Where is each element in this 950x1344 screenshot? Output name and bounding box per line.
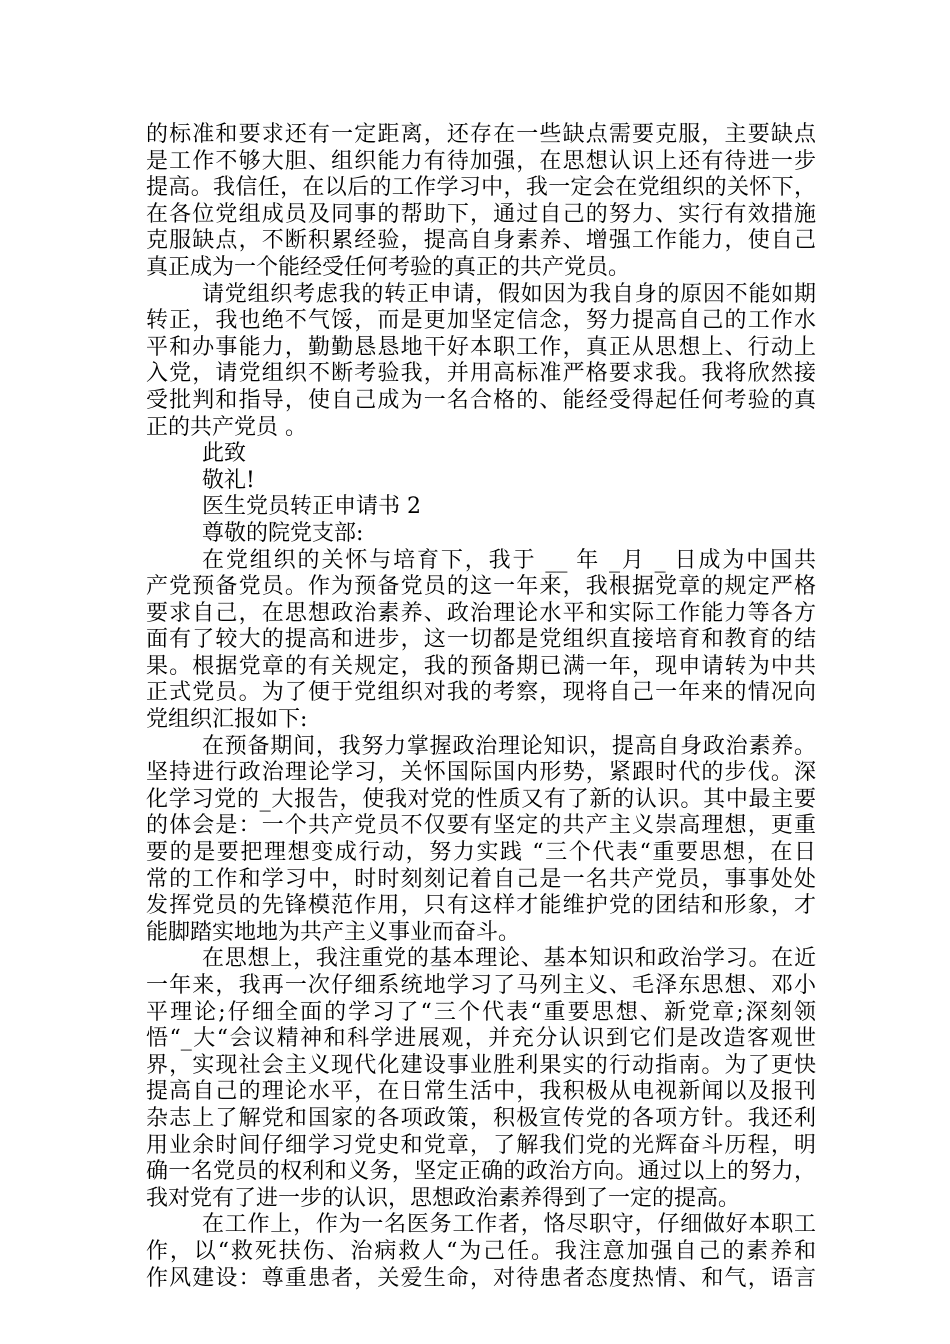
text-line: 此致 <box>202 441 247 467</box>
text-line: 坚持进行政治理论学习，关怀国际国内形势，紧跟时代的步伐。深 <box>146 760 816 786</box>
text-line: 在工作上，作为一名医务工作者，恪尽职守，仔细做好本职工 <box>202 1212 816 1238</box>
text-line: 请党组织考虑我的转正申请，假如因为我自身的原因不能如期 <box>202 281 816 307</box>
text-line: 发挥党员的先锋模范作用，只有这样才能维护党的团结和形象，才 <box>146 893 816 919</box>
text-line: 是工作不够大胆、组织能力有待加强，在思想认识上还有待进一步 <box>146 148 816 174</box>
text-line: 受批判和指导，使自己成为一名合格的、能经受得起任何考验的真 <box>146 387 816 413</box>
text-line: 尊敬的院党支部: <box>202 520 364 546</box>
text-line: 悟“_大“会议精神和科学进展观，并充分认识到它们是改造客观世 <box>146 1026 816 1052</box>
text-line: 要的是要把理想变成行动，努力实践 “三个代表“重要思想，在日 <box>146 840 816 866</box>
text-line: 一年来，我再一次仔细系统地学习了马列主义、毛泽东思想、邓小 <box>146 973 816 998</box>
text-line: 党组织汇报如下: <box>146 707 308 733</box>
text-line: 提高自己的理论水平，在日常生活中，我积极从电视新闻以及报刊 <box>146 1079 816 1105</box>
text-line: 真正成为一个能经受任何考验的真正的共产党员。 <box>146 254 631 280</box>
text-line: 作，以“救死扶伤、治病救人“为己任。我注意加强自己的素养和 <box>146 1238 816 1264</box>
text-line: 能脚踏实地地为共产主义事业而奋斗。 <box>146 919 521 945</box>
text-line: 面有了较大的提高和进步，这一切都是党组织直接培育和教育的结 <box>146 627 816 653</box>
text-line: 克服缺点，不断积累经验，提高自身素养、增强工作能力，使自己 <box>146 228 816 254</box>
text-line: 正式党员。为了便于党组织对我的考察，现将自己一年来的情况向 <box>146 680 816 706</box>
text-line: 我对党有了进一步的认识，思想政治素养得到了一定的提高。 <box>146 1185 741 1211</box>
text-line: 杂志上了解党和国家的各项政策，积极宣传党的各项方针。我还利 <box>146 1105 816 1131</box>
text-line: 作风建设：尊重患者，关爱生命，对待患者态度热情、和气，语言 <box>146 1265 816 1291</box>
text-line: 的体会是：一个共产党员不仅要有坚定的共产主义崇高理想，更重 <box>146 813 816 839</box>
text-line: 正的共产党员 。 <box>146 414 307 440</box>
text-line: 确一名党员的权利和义务，坚定正确的政治方向。通过以上的努力， <box>146 1159 816 1185</box>
text-line: 平和办事能力，勤勤恳恳地干好本职工作，真正从思想上、行动上 <box>146 334 816 360</box>
text-line: 敬礼! <box>202 467 255 493</box>
text-line: 在思想上，我注重党的基本理论、基本知识和政治学习。在近 <box>202 946 816 972</box>
text-line: 在党组织的关怀与培育下，我于 __ 年 _月 _ 日成为中国共 <box>202 547 816 573</box>
text-line: 在各位党组成员及同事的帮助下，通过自己的努力、实行有效措施 <box>146 201 816 227</box>
text-line: 平理论;仔细全面的学习了“三个代表“重要思想、新党章;深刻领 <box>146 999 816 1025</box>
text-line: 医生党员转正申请书 2 <box>202 494 421 520</box>
text-line: 果。根据党章的有关规定，我的预备期已满一年，现申请转为中共 <box>146 653 816 679</box>
text-line: 提高。我信任，在以后的工作学习中，我一定会在党组织的关怀下， <box>146 175 816 201</box>
document-body <box>146 122 816 1292</box>
text-line: 要求自己，在思想政治素养、政治理论水平和实际工作能力等各方 <box>146 600 816 626</box>
text-line: 化学习党的_大报告，使我对党的性质又有了新的认识。其中最主要 <box>146 786 816 812</box>
text-line: 产党预备党员。作为预备党员的这一年来，我根据党章的规定严格 <box>146 574 816 600</box>
text-line: 界，实现社会主义现代化建设事业胜利果实的行动指南。为了更快 <box>146 1052 816 1078</box>
text-line: 入党，请党组织不断考验我，并用高标准严格要求我。我将欣然接 <box>146 361 816 387</box>
text-line: 转正，我也绝不气馁，而是更加坚定信念，努力提高自己的工作水 <box>146 308 816 334</box>
text-line: 常的工作和学习中，时时刻刻记着自己是一名共产党员，事事处处 <box>146 866 816 892</box>
text-line: 用业余时间仔细学习党史和党章，了解我们党的光辉奋斗历程，明 <box>146 1132 816 1158</box>
text-line: 的标准和要求还有一定距离，还存在一些缺点需要克服，主要缺点 <box>146 122 816 147</box>
text-line: 在预备期间，我努力掌握政治理论知识，提高自身政治素养。 <box>202 733 816 759</box>
